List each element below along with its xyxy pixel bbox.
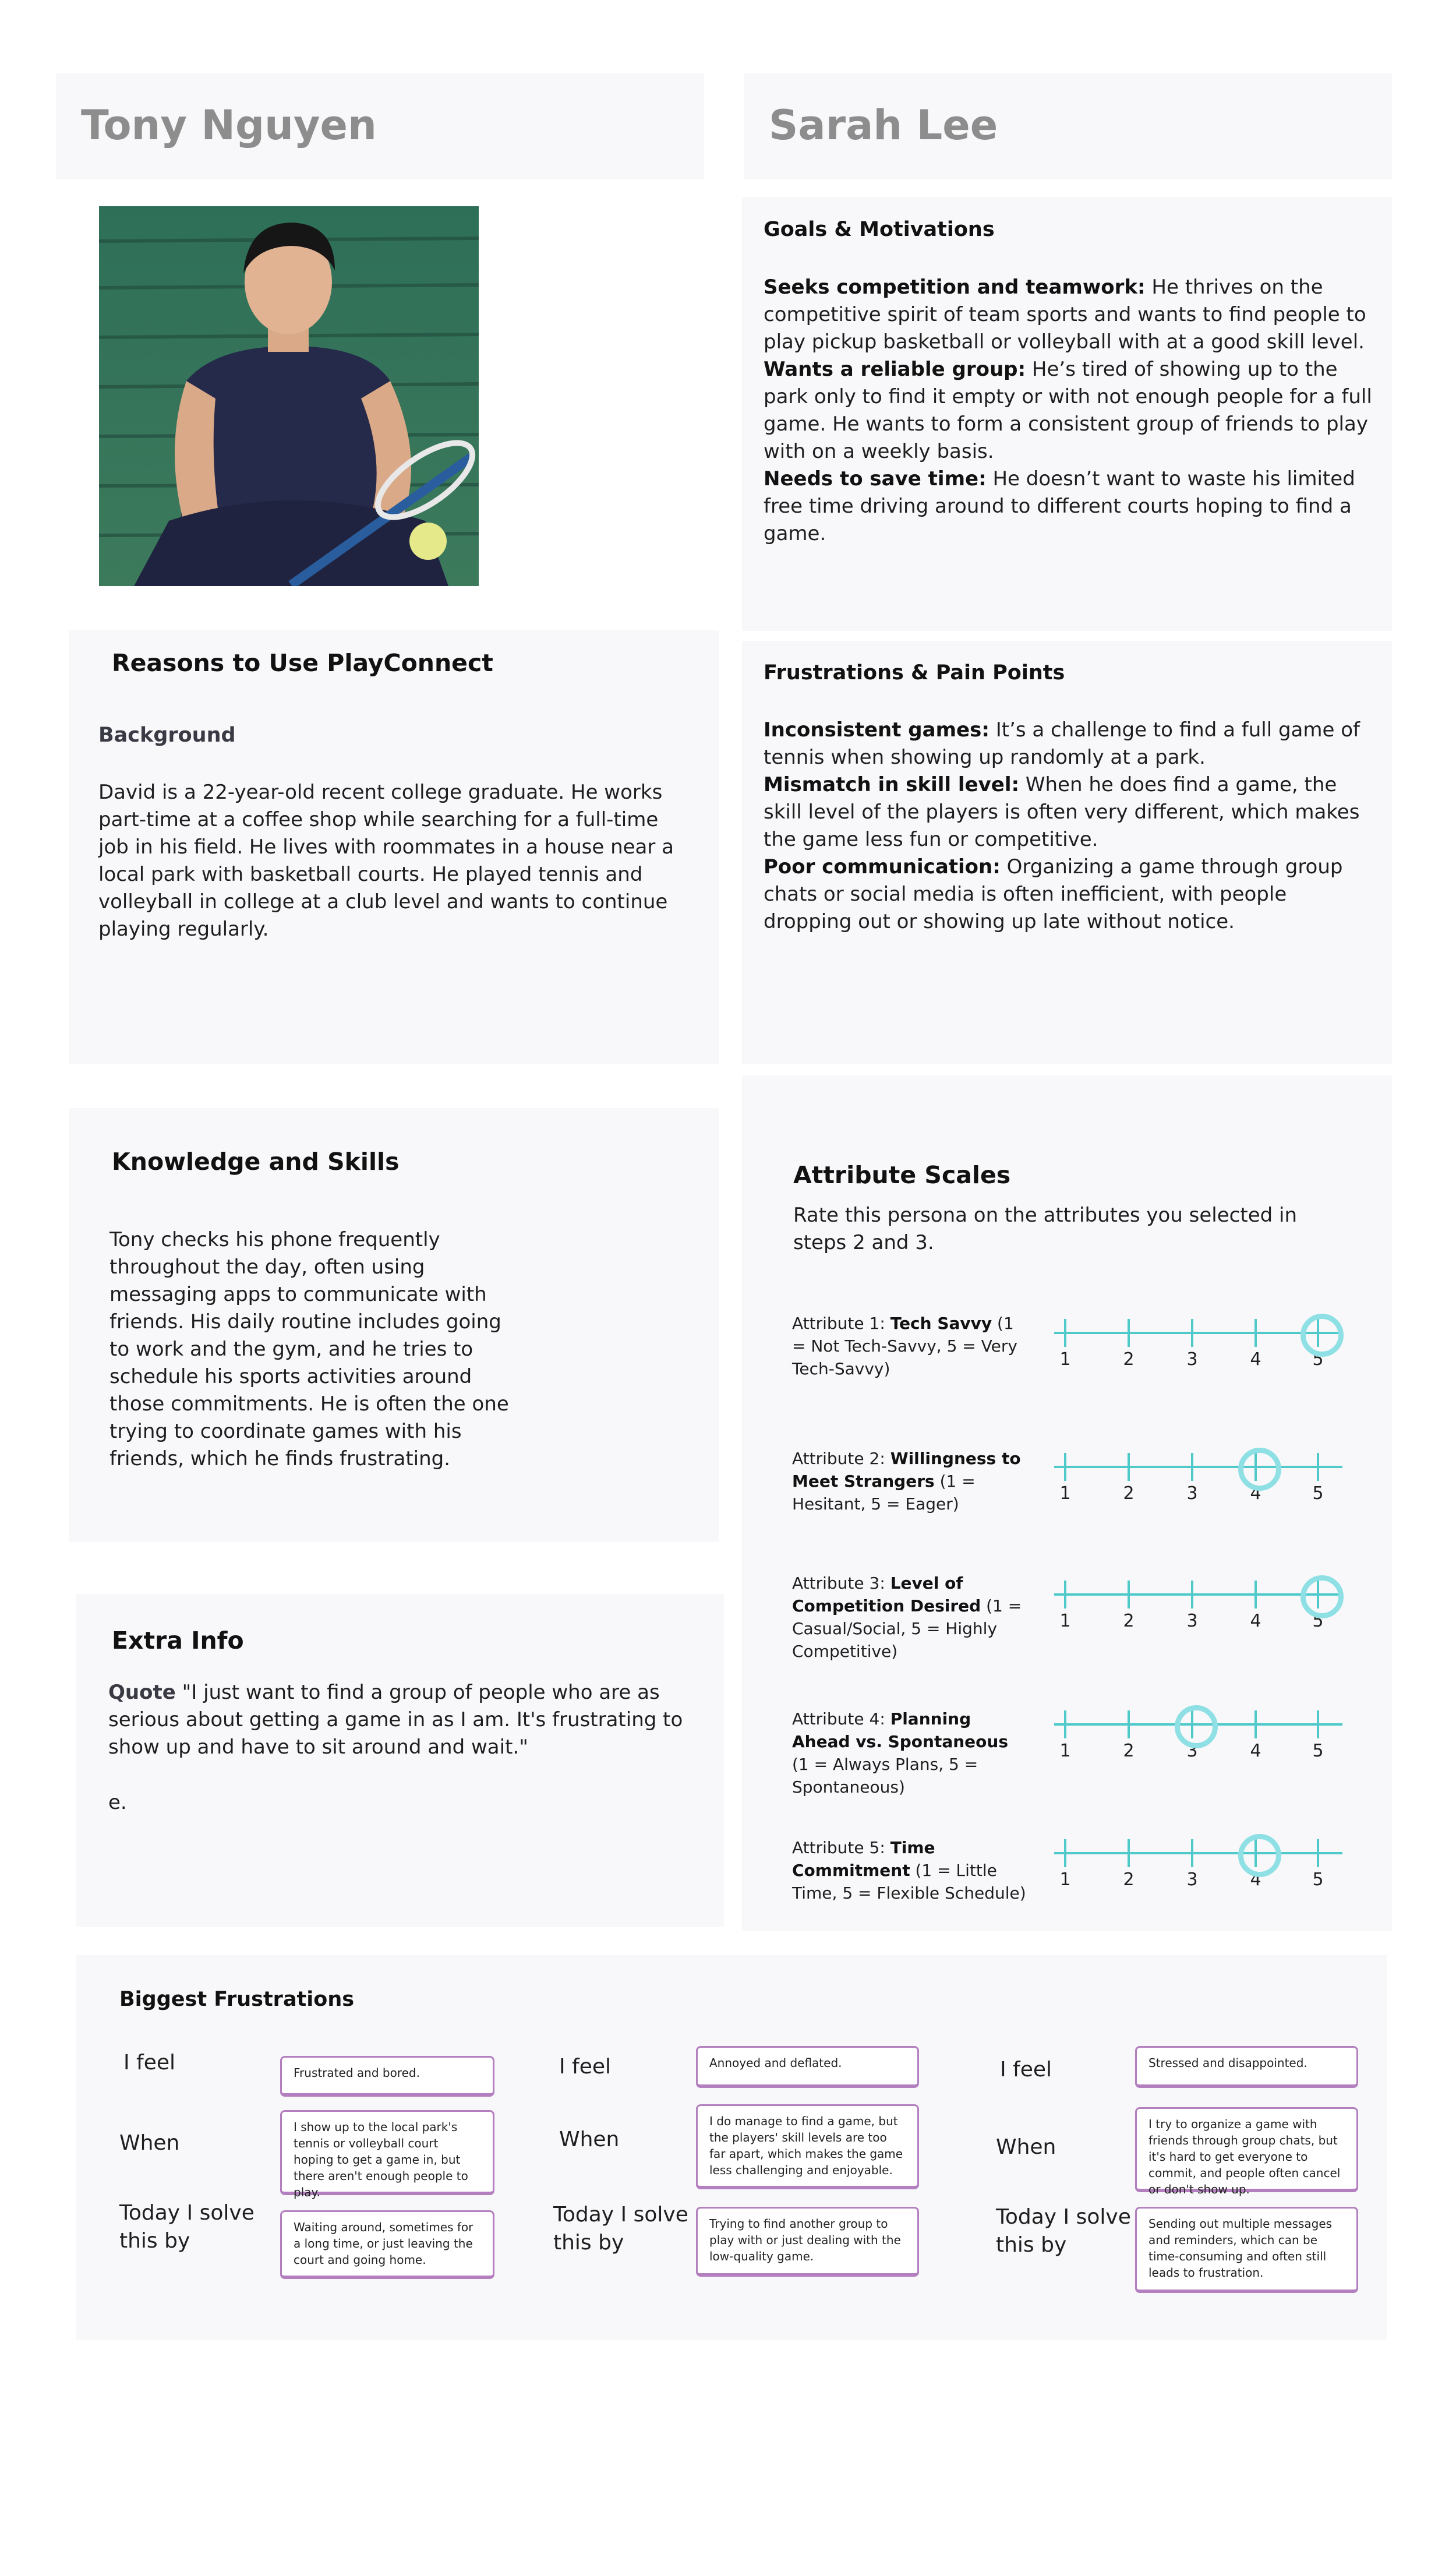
attribute-prefix: Attribute 5: bbox=[792, 1838, 890, 1857]
extra-title: Extra Info bbox=[112, 1627, 244, 1655]
attribute-prefix: Attribute 2: bbox=[792, 1449, 890, 1468]
background-text: David is a 22-year-old recent college graduate. He works part-time at a coffee shop while searching for a full-time job in his field. He lives with roommates in a house near a local park with basketball courts. He played tennis and volleyball in college at a club level and wants to continue playing regularly. bbox=[98, 781, 674, 941]
solve-label: Today I solve this by bbox=[119, 2201, 255, 2253]
scale-number: 3 bbox=[1186, 1483, 1198, 1504]
frustrations-item-heading: Mismatch in skill level: bbox=[764, 773, 1020, 796]
quote-label: Quote bbox=[108, 1681, 176, 1704]
persona-one-header bbox=[56, 73, 704, 179]
scale-tick bbox=[1128, 1710, 1130, 1738]
scale-tick bbox=[1254, 1710, 1257, 1738]
attribute-label bbox=[792, 1312, 1028, 1380]
scale-tick bbox=[1191, 1319, 1193, 1347]
scale-tick bbox=[1128, 1839, 1130, 1867]
scale-tick bbox=[1128, 1319, 1130, 1347]
persona-two-header bbox=[744, 73, 1392, 179]
knowledge-panel bbox=[69, 1108, 719, 1542]
rating-scale[interactable] bbox=[1054, 1444, 1342, 1508]
frustrations-title: Frustrations & Pain Points bbox=[764, 661, 1065, 685]
reasons-panel bbox=[69, 630, 719, 1064]
scale-number: 4 bbox=[1250, 1869, 1261, 1890]
attribute-prefix: Attribute 1: bbox=[792, 1314, 890, 1333]
scale-number: 2 bbox=[1123, 1349, 1135, 1370]
scale-tick bbox=[1128, 1453, 1130, 1481]
scale-number: 2 bbox=[1123, 1869, 1135, 1890]
scale-number: 4 bbox=[1250, 1611, 1261, 1631]
goals-item bbox=[764, 276, 1366, 354]
scale-number: 2 bbox=[1123, 1611, 1135, 1631]
scale-tick bbox=[1064, 1581, 1066, 1608]
goals-item bbox=[764, 467, 1355, 545]
rating-scale[interactable] bbox=[1054, 1701, 1342, 1765]
attribute-description: (1 = Always Plans, 5 = Spontaneous) bbox=[792, 1755, 978, 1797]
solve-label: Today I solve this by bbox=[553, 2203, 688, 2255]
attribute-description: (1 = Not Tech-Savvy, 5 = Very Tech-Savvy) bbox=[792, 1314, 1017, 1378]
attribute-description: (1 = Little Time, 5 = Flexible Schedule) bbox=[792, 1861, 1026, 1903]
knowledge-title: Knowledge and Skills bbox=[112, 1148, 400, 1176]
frustrations-item-text: When he does find a game, the skill level of the players is often very different, which makes the game less fun or competitive. bbox=[764, 773, 1360, 851]
scale-tick bbox=[1191, 1839, 1193, 1867]
attribute-description: (1 = Casual/Social, 5 = Highly Competitive) bbox=[792, 1596, 1022, 1661]
scale-number: 1 bbox=[1059, 1349, 1071, 1370]
biggest-frustrations-title: Biggest Frustrations bbox=[119, 1988, 355, 2011]
scale-number: 5 bbox=[1312, 1741, 1324, 1761]
frustrations-item bbox=[764, 718, 1360, 769]
scale-tick bbox=[1317, 1453, 1319, 1481]
solve-box: Trying to find another group to play with or just dealing with the low-quality game. bbox=[696, 2207, 919, 2277]
when-box: I do manage to find a game, but the players' skill levels are too far apart, which makes the game less challenging and enjoyable. bbox=[696, 2104, 919, 2189]
feel-label: I feel bbox=[559, 2055, 612, 2079]
scale-line bbox=[1054, 1852, 1342, 1854]
goals-title: Goals & Motivations bbox=[764, 218, 995, 241]
attribute-name: Level of Competition Desired bbox=[792, 1574, 981, 1615]
persona-one-name: Tony Nguyen bbox=[81, 101, 377, 149]
scale-number: 3 bbox=[1186, 1349, 1198, 1370]
scale-number: 1 bbox=[1059, 1611, 1071, 1631]
extra-panel bbox=[76, 1594, 724, 1927]
goals-text bbox=[764, 274, 1375, 548]
rating-marker[interactable] bbox=[1300, 1575, 1344, 1618]
when-box: I try to organize a game with friends through group chats, but it's hard to get everyone to commit, and people often cancel or don't show up. bbox=[1135, 2107, 1358, 2192]
scale-number: 3 bbox=[1186, 1869, 1198, 1890]
attribute-description: (1 = Hesitant, 5 = Eager) bbox=[792, 1472, 976, 1514]
rating-marker[interactable] bbox=[1175, 1705, 1218, 1748]
persona-photo-illustration bbox=[99, 206, 479, 586]
scale-number: 3 bbox=[1186, 1611, 1198, 1631]
rating-marker[interactable] bbox=[1238, 1448, 1281, 1491]
reasons-title: Reasons to Use PlayConnect bbox=[112, 649, 493, 677]
rating-scale[interactable] bbox=[1054, 1830, 1342, 1894]
frustrations-panel bbox=[742, 641, 1392, 1064]
when-label: When bbox=[119, 2131, 180, 2155]
goals-item-text: He’s tired of showing up to the park only to find it empty or with not enough people for a full game. He wants to form a consistent group of friends to play with on a weekly basis. bbox=[764, 358, 1372, 463]
frustrations-item-heading: Inconsistent games: bbox=[764, 718, 989, 742]
when-label: When bbox=[996, 2135, 1056, 2159]
frustrations-item-text: It’s a challenge to find a full game of tennis when showing up randomly at a park. bbox=[764, 718, 1360, 769]
extra-note: e. bbox=[108, 1791, 127, 1814]
scale-tick bbox=[1064, 1710, 1066, 1738]
scale-tick bbox=[1317, 1839, 1319, 1867]
quote-body: "I just want to find a group of people who are as serious about getting a game in as I am. It's frustrating to show up and have to sit around and wait." bbox=[108, 1681, 683, 1759]
goals-item-heading: Wants a reliable group: bbox=[764, 358, 1026, 381]
feel-box: Frustrated and bored. bbox=[280, 2056, 494, 2097]
when-box: I show up to the local park's tennis or volleyball court hoping to get a game in, but there aren't enough people to play. bbox=[280, 2110, 494, 2195]
scale-tick bbox=[1317, 1710, 1319, 1738]
attribute-prefix: Attribute 4: bbox=[792, 1709, 890, 1729]
frustrations-item bbox=[764, 773, 1359, 851]
feel-box: Annoyed and deflated. bbox=[696, 2046, 919, 2088]
scale-number: 4 bbox=[1250, 1483, 1261, 1504]
knowledge-text: Tony checks his phone frequently throughout the day, often using messaging apps to communicate with friends. His daily routine includes going to work and the gym, and he tries to schedule his sports activities around those commitments. He is often the one trying to coordinate games with his friends, which he finds frustrating. bbox=[109, 1228, 509, 1470]
background-subtitle: Background bbox=[98, 724, 236, 747]
scale-line bbox=[1054, 1593, 1342, 1596]
scale-number: 1 bbox=[1059, 1741, 1071, 1761]
goals-item-text: He doesn’t want to waste his limited free time driving around to different courts hoping to find a game. bbox=[764, 467, 1355, 545]
scale-number: 5 bbox=[1312, 1611, 1324, 1631]
frustrations-text bbox=[764, 717, 1375, 936]
attribute-subtitle: Rate this persona on the attributes you selected in steps 2 and 3. bbox=[793, 1204, 1297, 1254]
persona-two-name: Sarah Lee bbox=[769, 101, 998, 149]
attribute-title: Attribute Scales bbox=[793, 1161, 1011, 1189]
rating-marker[interactable] bbox=[1300, 1314, 1344, 1357]
goals-item-heading: Seeks competition and teamwork: bbox=[764, 276, 1146, 299]
scale-line bbox=[1054, 1332, 1342, 1334]
scale-tick bbox=[1064, 1453, 1066, 1481]
scale-tick bbox=[1064, 1319, 1066, 1347]
scale-number: 2 bbox=[1123, 1741, 1135, 1761]
rating-scale[interactable] bbox=[1054, 1310, 1342, 1374]
rating-scale[interactable] bbox=[1054, 1571, 1342, 1635]
scale-number: 1 bbox=[1059, 1483, 1071, 1504]
attribute-label bbox=[792, 1447, 1028, 1515]
attribute-name: Tech Savvy bbox=[890, 1314, 992, 1333]
attribute-label bbox=[792, 1836, 1028, 1904]
scale-number: 5 bbox=[1312, 1869, 1324, 1890]
scale-line bbox=[1054, 1466, 1342, 1468]
attribute-label bbox=[792, 1708, 1028, 1798]
frustrations-item bbox=[764, 855, 1343, 933]
feel-label: I feel bbox=[123, 2051, 176, 2075]
goals-item-text: He thrives on the competitive spirit of team sports and wants to find people to play pickup basketball or volleyball with at a good skill level. bbox=[764, 276, 1366, 354]
attribute-prefix: Attribute 3: bbox=[792, 1574, 890, 1593]
attribute-name: Planning Ahead vs. Spontaneous bbox=[792, 1709, 1008, 1751]
scale-tick bbox=[1191, 1581, 1193, 1608]
solve-label: Today I solve this by bbox=[996, 2205, 1131, 2257]
persona-photo bbox=[99, 206, 479, 586]
scale-tick bbox=[1191, 1453, 1193, 1481]
scale-number: 3 bbox=[1186, 1741, 1198, 1761]
attribute-name: Willingness to Meet Strangers bbox=[792, 1449, 1021, 1491]
scale-tick bbox=[1254, 1319, 1257, 1347]
solve-box: Waiting around, sometimes for a long time, or just leaving the court and going home. bbox=[280, 2210, 494, 2279]
goals-panel bbox=[742, 197, 1392, 631]
scale-number: 2 bbox=[1123, 1483, 1135, 1504]
solve-box: Sending out multiple messages and reminders, which can be time-consuming and often still leads to frustration. bbox=[1135, 2207, 1358, 2293]
goals-item-heading: Needs to save time: bbox=[764, 467, 987, 491]
scale-tick bbox=[1254, 1581, 1257, 1608]
attribute-label bbox=[792, 1572, 1028, 1663]
frustrations-item-text: Organizing a game through group chats or social media is often inefficient, with people dropping out or showing up late without notice. bbox=[764, 855, 1343, 933]
scale-number: 4 bbox=[1250, 1349, 1261, 1370]
scale-tick bbox=[1128, 1581, 1130, 1608]
scale-number: 5 bbox=[1312, 1483, 1324, 1504]
feel-label: I feel bbox=[1000, 2058, 1052, 2082]
frustrations-item-heading: Poor communication: bbox=[764, 855, 1001, 879]
attribute-name: Time Commitment bbox=[792, 1838, 935, 1880]
scale-number: 4 bbox=[1250, 1741, 1261, 1761]
quote-text bbox=[108, 1679, 697, 1761]
feel-box: Stressed and disappointed. bbox=[1135, 2046, 1358, 2088]
scale-tick bbox=[1064, 1839, 1066, 1867]
when-label: When bbox=[559, 2128, 620, 2151]
scale-number: 5 bbox=[1312, 1349, 1324, 1370]
scale-number: 1 bbox=[1059, 1869, 1071, 1890]
goals-item bbox=[764, 358, 1372, 463]
rating-marker[interactable] bbox=[1238, 1834, 1281, 1877]
